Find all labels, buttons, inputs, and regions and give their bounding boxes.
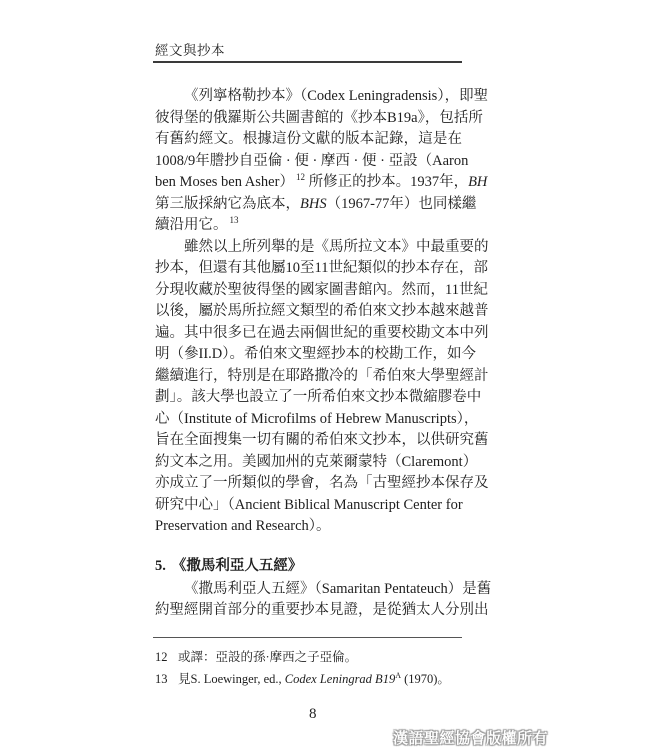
section-number: 5. [155,558,166,574]
section-heading-line [155,556,462,578]
page-number: 8 [309,706,317,722]
text-line [155,215,462,237]
text-line: 分現收藏於聖彼得堡的國家圖書館內。然而，11世紀 [155,281,488,298]
text-line: 有舊約經文。根據這份文獻的版本記錄，這是在 [155,131,462,147]
text-line [155,194,477,216]
paragraph-2 [155,237,489,538]
footnote-text: 或譯：亞設的孫·摩西之子亞倫。 [178,650,358,664]
text-line: 約文本之用。美國加州的克萊爾蒙特（Claremont） [155,453,478,470]
text-line: 遍。其中很多已在過去兩個世紀的重要校勘文本中列 [155,324,489,341]
running-head: 經文與抄本 [155,43,225,59]
text-line: Preservation and Research）。 [155,518,331,534]
text-line: 彼得堡的俄羅斯公共圖書館的《抄本B19a》，包括所 [155,109,483,126]
paragraph-1 [155,86,489,237]
text-segment: (1970)。 [400,672,450,686]
paragraph-3 [155,579,492,622]
header-rule [153,61,462,63]
footnote-ref-12[interactable]: 12 [295,172,305,182]
text-line: 《撒馬利亞人五經》（Samaritan Pentateuch）是舊 [184,580,492,597]
footnote-ref-13[interactable]: 13 [229,215,239,225]
footnote-text [178,668,450,690]
text-line: 研究中心」（Ancient Biblical Manuscript Center for [155,496,463,513]
italic-abbrev-bh: BH [468,174,488,190]
text-line: 《列寧格勒抄本》（Codex Leningradensis），即聖 [184,88,489,104]
text-segment: ben Moses ben Asher） [155,174,294,190]
footnotes [155,646,462,690]
italic-abbrev-bhs: BHS [300,195,327,212]
text-line: 明（參II.D）。希伯來文聖經抄本的校勘工作，如今 [155,346,477,362]
footnote-rule [153,637,462,638]
text-line [155,172,488,194]
text-segment: （1967-77年）也同樣繼 [326,195,477,212]
text-line: 抄本，但還有其他屬10至11世紀類似的抄本存在，部 [155,260,488,276]
italic-title: Codex Leningrad B19 [284,672,396,686]
superscript: A [395,671,401,680]
text-segment: 第三版採納它為底本， [155,195,300,212]
text-line: 心（Institute of Microfilms of Hebrew Manuscripts）， [155,410,479,427]
text-line: 以後，屬於馬所拉經文類型的希伯來文抄本越來越普 [155,303,489,319]
footnote-12 [155,646,462,668]
text-segment: 所修正的抄本。1937年， [304,174,469,190]
text-line: 繼續進行，特別是在耶路撒冷的「希伯來大學聖經計 [155,367,489,384]
text-line: 旨在全面搜集一切有關的希伯來文抄本，以供研究舊 [155,432,489,448]
text-segment: 續沿用它。 [155,217,228,233]
section-title: 《撒馬利亞人五經》 [171,558,303,574]
watermark: 漢語聖經協會版權所有 [393,729,549,747]
footnote-13 [155,668,462,690]
footnote-number: 13 [155,672,168,686]
text-line: 雖然以上所列舉的是《馬所拉文本》中最重要的 [184,238,489,255]
section-heading [155,556,462,578]
text-line: 劃」。該大學也設立了一所希伯來文抄本微縮膠卷中 [155,389,482,405]
text-line: 亦成立了一所類似的學會，名為「古聖經抄本保存及 [155,475,489,491]
text-line: 1008/9年謄抄自亞倫 · 便 · 摩西 · 便 · 亞設（Aaron [155,152,469,169]
footnote-number: 12 [155,650,168,664]
text-line: 約聖經開首部分的重要抄本見證，是從猶太人分別出 [155,602,489,618]
text-segment: 見S. Loewinger, ed., [178,672,285,686]
